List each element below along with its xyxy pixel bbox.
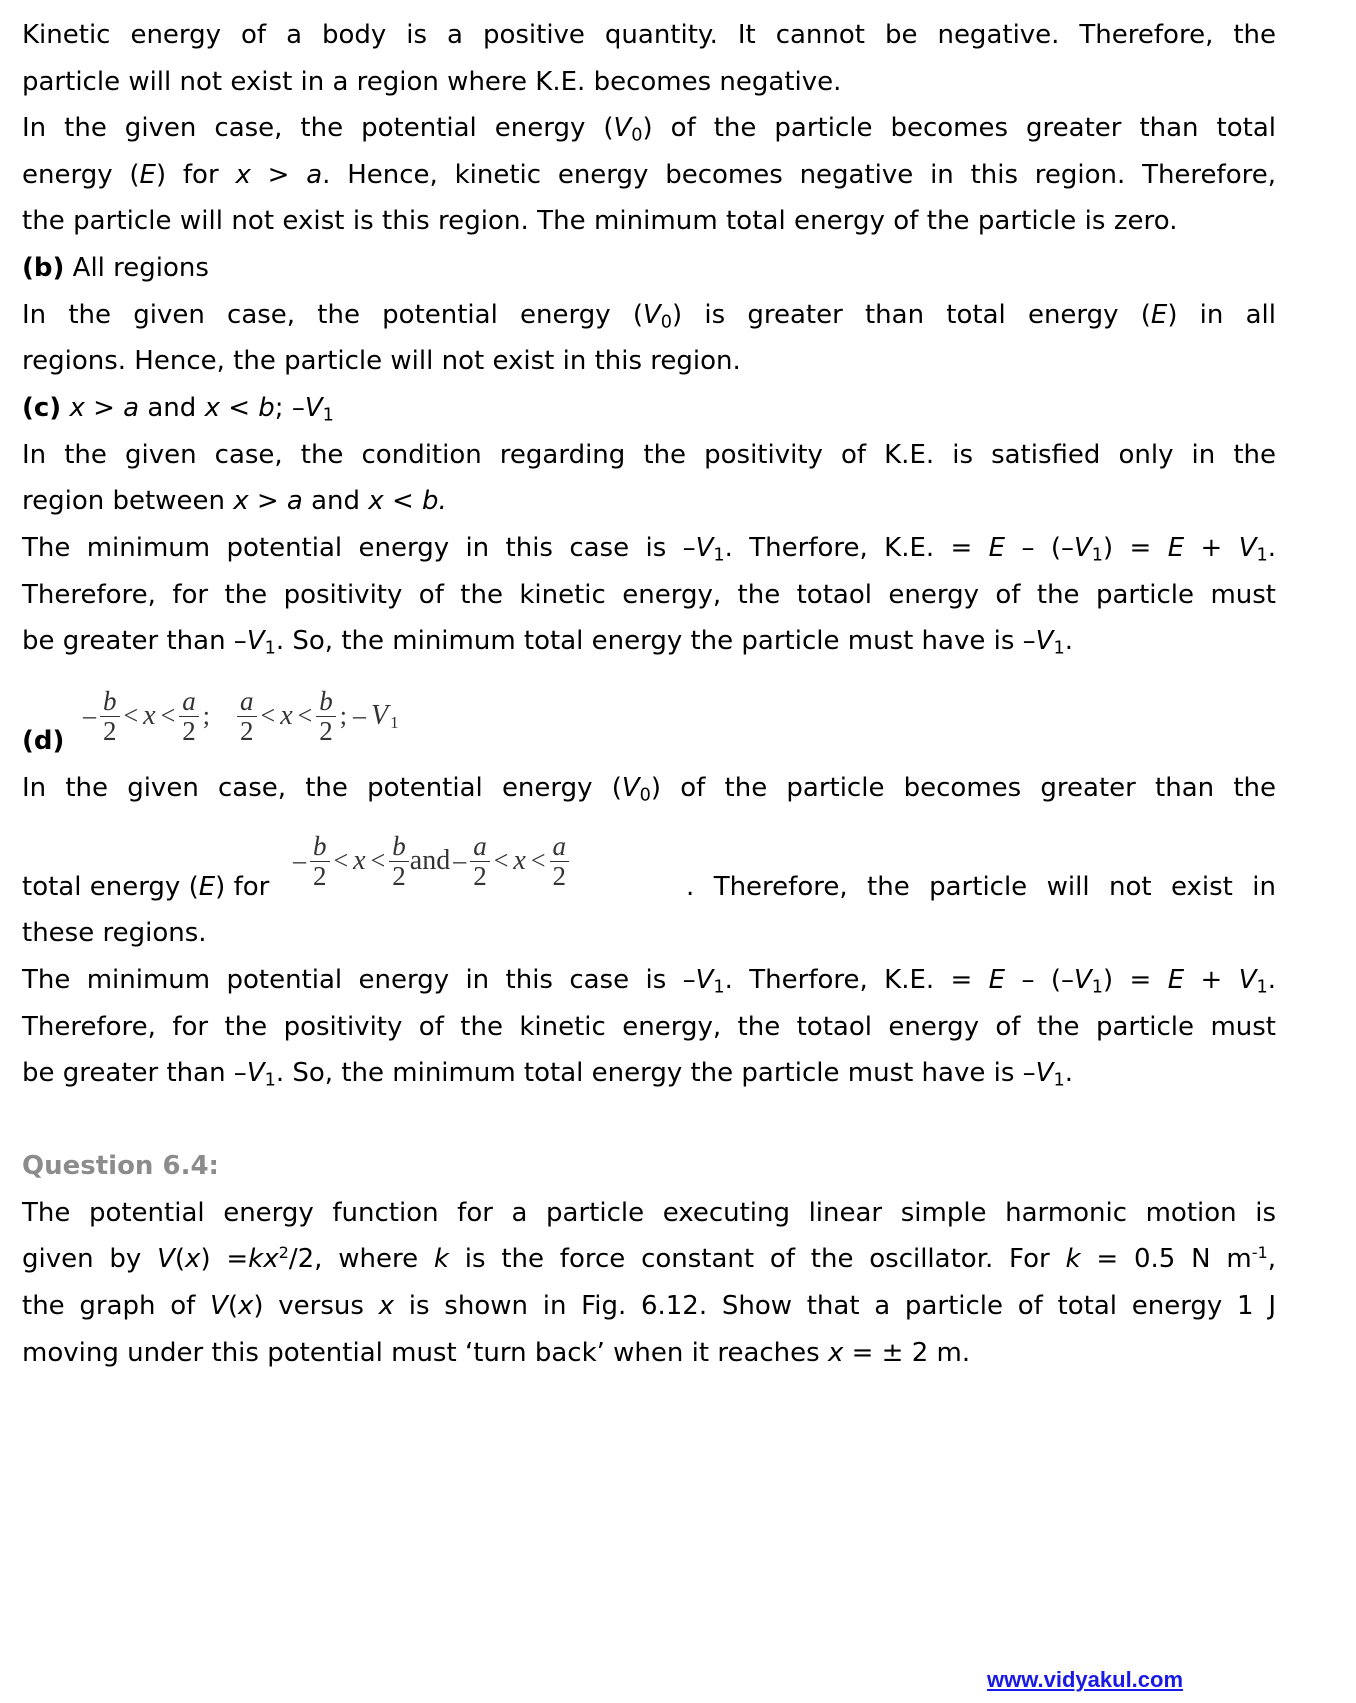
text-span: > <box>250 160 307 190</box>
variable: V <box>621 773 640 803</box>
math-lt: < <box>530 846 546 875</box>
text-span: is shown in Fig. 6.12. Show that a particle of total energy 1 J <box>394 1291 1276 1321</box>
math-lt: < <box>160 701 176 730</box>
variable: E <box>988 533 1006 563</box>
math-semicolon: ; <box>202 701 211 730</box>
subscript: 0 <box>631 125 643 146</box>
math-subscript: 1 <box>390 713 399 732</box>
text-span: In the given case, the potential energy ( <box>22 113 614 143</box>
text-line <box>22 773 1276 806</box>
text-line: Therefore, for the positivity of the kinetic energy, the totaol energy of the particle must <box>22 1012 1276 1042</box>
text-span: ) of the particle becomes greater than total <box>642 113 1276 143</box>
variable: b. <box>422 486 447 516</box>
superscript: 2 <box>278 1243 289 1263</box>
math-lt: < <box>297 701 313 730</box>
variable: V <box>613 113 632 143</box>
text-span: . So, the minimum total energy the particle must have is – <box>275 626 1036 656</box>
variable: k <box>433 1244 449 1274</box>
subscript: 1 <box>1256 977 1268 998</box>
text-line <box>22 1244 1276 1274</box>
text-line: Kinetic energy of a body is a positive quantity. It cannot be negative. Therefore, the <box>22 20 1276 50</box>
text-span: the graph of <box>22 1291 211 1321</box>
variable: V <box>1074 965 1092 995</box>
text-span: . <box>1064 1058 1073 1088</box>
variable: V <box>246 626 265 656</box>
text-line <box>22 626 1276 659</box>
math-var: V <box>371 700 389 731</box>
text-span: The minimum potential energy in this case is – <box>22 533 696 563</box>
text-span: be greater than – <box>22 1058 247 1088</box>
text-span: In the given case, the potential energy ( <box>22 773 622 803</box>
variable: E <box>1150 300 1168 330</box>
text-span: ( <box>227 1291 239 1321</box>
text-line <box>22 965 1276 998</box>
variable: b <box>258 393 275 423</box>
variable: V <box>210 1291 228 1321</box>
subscript: 1 <box>1053 638 1065 659</box>
fraction <box>550 830 570 891</box>
math-lt: < <box>260 701 276 730</box>
text-span: ) for <box>215 872 270 902</box>
text-span: – (– <box>1005 965 1074 995</box>
subscript: 1 <box>713 977 725 998</box>
fraction <box>389 830 409 891</box>
variable: kx <box>248 1244 279 1274</box>
variable: V <box>1035 1058 1054 1088</box>
text-line: regions. Hence, the particle will not exist in this region. <box>22 346 741 376</box>
math-minus: – <box>453 846 467 875</box>
denominator: 2 <box>237 716 257 745</box>
text-span: = 0.5 N m <box>1080 1244 1252 1274</box>
part-label: (d) <box>22 726 65 756</box>
denominator: 2 <box>100 716 120 745</box>
denominator: 2 <box>316 716 336 745</box>
subscript: 0 <box>639 785 651 806</box>
variable: V <box>695 965 714 995</box>
text-span: In the given case, the potential energy ( <box>22 300 643 330</box>
variable: E <box>988 965 1006 995</box>
math-var: x <box>353 845 366 876</box>
math-semicolon: ; <box>339 701 348 730</box>
denominator: 2 <box>550 861 570 890</box>
text-span: ) = <box>1103 533 1168 563</box>
denominator: 2 <box>389 861 409 890</box>
part-b-heading <box>22 253 1276 283</box>
variable: V <box>1074 533 1092 563</box>
text-span: . Hence, kinetic energy becomes negative in this region. Therefore, <box>322 160 1276 190</box>
part-d-answer-math <box>80 676 399 756</box>
text-span: . Therfore, K.E. = <box>724 965 989 995</box>
text-span: ) versus <box>253 1291 379 1321</box>
subscript: 1 <box>1091 545 1104 566</box>
numerator: a <box>182 685 196 716</box>
text-span: . <box>1267 965 1276 995</box>
variable: V <box>304 393 323 423</box>
text-span: given by <box>22 1244 158 1274</box>
variable: x <box>185 1244 201 1274</box>
variable: k <box>1065 1244 1081 1274</box>
text-span: region between <box>22 486 234 516</box>
fraction <box>316 685 336 746</box>
text-line <box>22 533 1276 566</box>
text-line <box>22 300 1276 333</box>
text-span: ) in all <box>1167 300 1276 330</box>
text-line: Therefore, for the positivity of the kinetic energy, the totaol energy of the particle must <box>22 580 1276 610</box>
text-line <box>22 160 1276 190</box>
text-span: > <box>248 486 287 516</box>
variable: x <box>827 1338 844 1368</box>
part-c-heading <box>22 393 1276 426</box>
text-span: ) of the particle becomes greater than the <box>650 773 1276 803</box>
variable: E <box>139 160 156 190</box>
math-lt: < <box>123 701 139 730</box>
variable: V <box>1238 533 1257 563</box>
variable: E <box>1167 965 1185 995</box>
math-and: and <box>409 845 451 876</box>
text-line: The potential energy function for a particle executing linear simple harmonic motion is <box>22 1198 1276 1228</box>
superscript: -1 <box>1251 1243 1268 1263</box>
text-span: be greater than – <box>22 626 247 656</box>
variable: V <box>1035 626 1054 656</box>
text-span: . Therfore, K.E. = <box>724 533 989 563</box>
numerator: b <box>103 685 117 716</box>
text-line: . Therefore, the particle will not exist in <box>686 872 1276 902</box>
variable: V <box>246 1058 265 1088</box>
variable: V <box>642 300 661 330</box>
subscript: 1 <box>264 638 276 659</box>
fraction <box>470 830 490 891</box>
math-lt: < <box>370 846 386 875</box>
numerator: a <box>552 830 566 861</box>
text-line: In the given case, the condition regarding the positivity of K.E. is satisfied only in the <box>22 440 1276 470</box>
text-span: /2, where <box>288 1244 434 1274</box>
variable: x <box>204 393 220 423</box>
variable: x <box>238 1291 254 1321</box>
text-span: ( <box>174 1244 186 1274</box>
text-line: the particle will not exist is this region. The minimum total energy of the particle is zero. <box>22 206 1178 236</box>
text-span: energy ( <box>22 160 140 190</box>
math-var: x <box>143 700 156 731</box>
part-label: (b) <box>22 253 65 283</box>
text-line <box>22 1338 1276 1368</box>
variable: V <box>157 1244 175 1274</box>
subscript: 1 <box>1091 977 1104 998</box>
variable: x <box>235 160 251 190</box>
part-label: (c) <box>22 393 62 423</box>
fraction <box>310 830 330 891</box>
text-span: and <box>139 393 205 423</box>
subscript: 1 <box>322 405 334 426</box>
variable: a <box>286 486 303 516</box>
text-span: , <box>1267 1244 1277 1274</box>
numerator: b <box>392 830 406 861</box>
text-span: . So, the minimum total energy the particle must have is – <box>275 1058 1036 1088</box>
text-line: particle will not exist in a region where K.E. becomes negative. <box>22 67 842 97</box>
text-span: and <box>302 486 369 516</box>
math-var: x <box>513 845 526 876</box>
subscript: 0 <box>660 312 673 333</box>
text-span: < <box>219 393 259 423</box>
variable: x <box>368 486 384 516</box>
math-lt: < <box>493 846 509 875</box>
variable: V <box>1238 965 1257 995</box>
variable: x <box>233 486 249 516</box>
text-line <box>22 1058 1276 1091</box>
numerator: b <box>319 685 333 716</box>
text-span: ) = <box>200 1244 249 1274</box>
fraction <box>179 685 199 746</box>
text-line <box>22 1291 1276 1321</box>
denominator: 2 <box>310 861 330 890</box>
math-minus: – <box>83 701 96 730</box>
text-span: ; – <box>274 393 305 423</box>
math-minus: – <box>353 701 367 730</box>
variable: x <box>378 1291 395 1321</box>
text-span: + <box>1184 533 1239 563</box>
subscript: 1 <box>1053 1070 1065 1091</box>
text-span: All regions <box>64 253 209 283</box>
question-heading: Question 6.4: <box>22 1151 219 1181</box>
text-span: total energy ( <box>22 872 199 902</box>
numerator: a <box>240 685 254 716</box>
denominator: 2 <box>470 861 490 890</box>
variable: E <box>198 872 216 902</box>
text-span: = ± 2 m. <box>843 1338 971 1368</box>
variable: a <box>123 393 140 423</box>
math-var: x <box>280 700 293 731</box>
subscript: 1 <box>1256 545 1268 566</box>
fraction <box>237 685 257 746</box>
text-span: moving under this potential must ‘turn back’ when it reaches <box>22 1338 828 1368</box>
text-line: these regions. <box>22 918 207 948</box>
text-span: ) for <box>155 160 236 190</box>
document-page <box>22 0 1276 1703</box>
subscript: 1 <box>713 545 725 566</box>
text-span: . <box>1064 626 1073 656</box>
text-span: . <box>1267 533 1276 563</box>
text-span: The minimum potential energy in this case is – <box>22 965 696 995</box>
denominator: 2 <box>179 716 199 745</box>
variable: E <box>1167 533 1185 563</box>
footer-website-link[interactable]: www.vidyakul.com <box>987 1667 1184 1692</box>
text-span: – (– <box>1005 533 1074 563</box>
numerator: b <box>313 830 327 861</box>
numerator: a <box>473 830 487 861</box>
variable: x <box>69 393 85 423</box>
text-span: is the force constant of the oscillator. For <box>448 1244 1066 1274</box>
part-d-region-math <box>290 820 570 902</box>
text-span: + <box>1184 965 1239 995</box>
variable: a <box>306 160 323 190</box>
text-span: ) = <box>1103 965 1168 995</box>
variable: V <box>695 533 714 563</box>
math-minus: – <box>293 846 306 875</box>
text-span: < <box>383 486 423 516</box>
subscript: 1 <box>264 1070 276 1091</box>
fraction <box>100 685 120 746</box>
text-span: ) is greater than total energy ( <box>672 300 1151 330</box>
text-line <box>22 113 1276 146</box>
math-lt: < <box>333 846 349 875</box>
text-line <box>22 486 1276 516</box>
text-span: > <box>84 393 124 423</box>
